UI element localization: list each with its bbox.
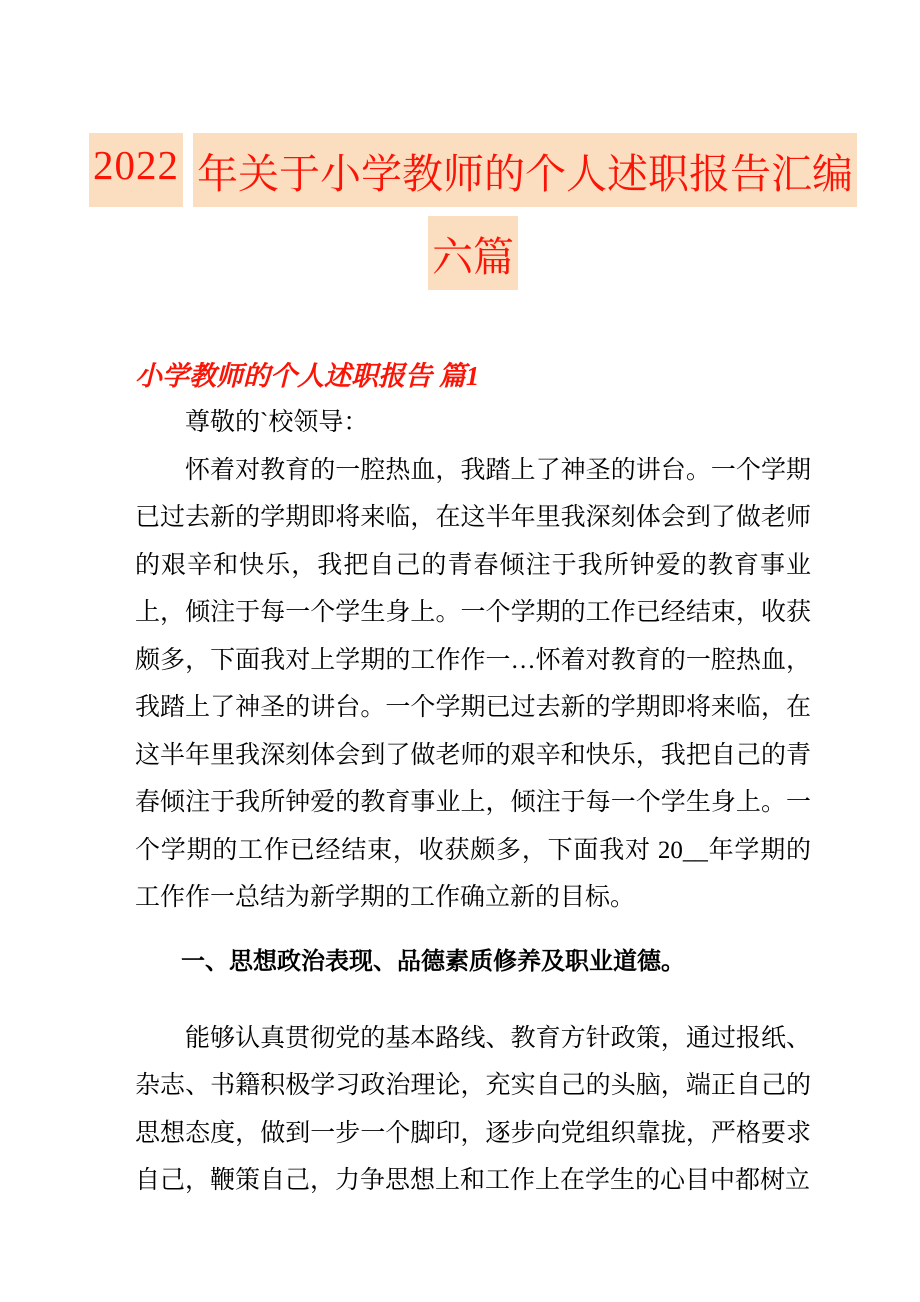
salutation: 尊敬的`校领导： <box>185 409 369 436</box>
document-title <box>93 133 853 290</box>
paragraph-2: 能够认真贯彻党的基本路线、教育方针政策，通过报纸、杂志、书籍积极学习政治理论，充实自己的头脑，端正自己的思想态度，做到一步一个脚印，逐步向党组织靠拢，严格要求自己，鞭策自己，力争思想上和工作上在学生的心目中都树立 <box>135 1024 811 1194</box>
title-text-highlight: 年关于小学教师的个人述职报告汇编 <box>193 133 857 207</box>
report-section-title: 小学教师的个人述职报告 篇1 <box>135 361 480 391</box>
section-heading-1: 一、思想政治表现、品德素质修养及职业道德。 <box>181 947 685 975</box>
title-line-2 <box>135 216 811 290</box>
paragraph-1: 怀着对教育的一腔热血，我踏上了神圣的讲台。一个学期已过去新的学期即将来临，在这半年里我深刻体会到了做老师的艰辛和快乐，我把自己的青春倾注于我所钟爱的教育事业上，倾注于每一个学生身上。一个学期的工作已经结束，收获颇多，下面我对上学期的工作作一…怀着对教育的一腔热血，我踏上了神圣的讲台。一个学期已过去新的学期即将来临，在这半年里我深刻体会到了做老师的艰辛和快乐，我把自己的青春倾注于我所钟爱的教育事业上，倾注于每一个学生身上。一个学期的工作已经结束，收获颇多，下面我对 20__年学期的工作作一总结为新学期的工作确立新的目标。 <box>135 456 811 911</box>
title-line2-highlight: 六篇 <box>428 216 518 290</box>
title-year-highlight: 2022 <box>89 133 183 207</box>
title-line-1 <box>93 133 853 207</box>
